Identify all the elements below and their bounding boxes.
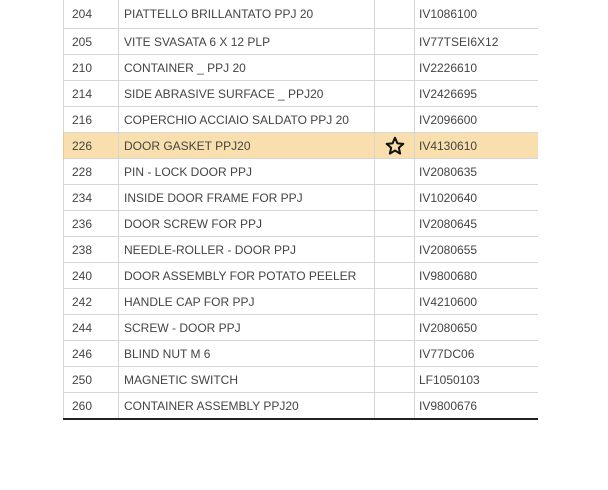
table-row[interactable]: [64, 341, 538, 367]
table-row[interactable]: [64, 107, 538, 133]
favorite-cell: [375, 263, 415, 289]
table-row[interactable]: [64, 0, 538, 29]
part-code: IV2080645: [415, 211, 538, 237]
table-row[interactable]: [64, 211, 538, 237]
table-row[interactable]: [64, 289, 538, 315]
part-code: IV9800676: [415, 393, 538, 420]
part-position: 210: [64, 55, 119, 81]
parts-table-body: [64, 0, 538, 419]
part-code: IV77DC06: [415, 341, 538, 367]
table-row[interactable]: [64, 81, 538, 107]
part-position: 216: [64, 107, 119, 133]
favorite-cell: [375, 211, 415, 237]
part-position: 246: [64, 341, 119, 367]
part-code: IV2080655: [415, 237, 538, 263]
part-code: IV2226610: [415, 55, 538, 81]
part-description: PIATTELLO BRILLANTATO PPJ 20: [124, 7, 314, 21]
part-position: 250: [64, 367, 119, 393]
part-description: BLIND NUT M 6: [119, 341, 375, 367]
table-row[interactable]: [64, 159, 538, 185]
part-description: DOOR GASKET PPJ20: [119, 133, 375, 159]
part-description: INSIDE DOOR FRAME FOR PPJ: [119, 185, 375, 211]
favorite-cell: [375, 29, 415, 55]
part-position: 240: [64, 263, 119, 289]
part-code: IV1086100: [419, 7, 478, 21]
part-code: LF1050103: [415, 367, 538, 393]
table-row[interactable]: [64, 29, 538, 55]
part-description: COPERCHIO ACCIAIO SALDATO PPJ 20: [119, 107, 375, 133]
part-code: IV2080650: [415, 315, 538, 341]
part-position: 260: [64, 393, 119, 420]
favorite-cell: [375, 81, 415, 107]
favorite-cell: [375, 367, 415, 393]
part-description: MAGNETIC SWITCH: [119, 367, 375, 393]
favorite-cell: [375, 315, 415, 341]
part-description: PIN - LOCK DOOR PPJ: [119, 159, 375, 185]
favorite-cell: [375, 393, 415, 420]
part-description: CONTAINER ASSEMBLY PPJ20: [119, 393, 375, 420]
part-description: DOOR ASSEMBLY FOR POTATO PEELER: [119, 263, 375, 289]
part-code: IV1020640: [415, 185, 538, 211]
part-code: IV4210600: [415, 289, 538, 315]
part-code: IV2080635: [415, 159, 538, 185]
part-position: 238: [64, 237, 119, 263]
favorite-cell: [375, 55, 415, 81]
table-row[interactable]: [64, 185, 538, 211]
favorite-cell: [375, 0, 415, 29]
part-position: 242: [64, 289, 119, 315]
favorite-cell: [375, 107, 415, 133]
star-icon[interactable]: [385, 136, 405, 156]
part-code: IV9800680: [415, 263, 538, 289]
part-position: 214: [64, 81, 119, 107]
part-position: 226: [64, 133, 119, 159]
part-description: VITE SVASATA 6 X 12 PLP: [119, 29, 375, 55]
favorite-cell: [375, 185, 415, 211]
table-row[interactable]: [64, 315, 538, 341]
favorite-cell: [375, 159, 415, 185]
part-position: 228: [64, 159, 119, 185]
table-row[interactable]: [64, 55, 538, 81]
part-description: SCREW - DOOR PPJ: [119, 315, 375, 341]
table-row[interactable]: [64, 367, 538, 393]
table-row[interactable]: [64, 133, 538, 159]
favorite-cell: [375, 289, 415, 315]
favorite-cell: [375, 341, 415, 367]
part-code: IV77TSEI6X12: [415, 29, 538, 55]
favorite-cell: [375, 237, 415, 263]
table-row[interactable]: [64, 237, 538, 263]
part-position: 205: [64, 29, 119, 55]
part-position: 204: [64, 0, 119, 29]
table-row[interactable]: [64, 263, 538, 289]
part-position: 244: [64, 315, 119, 341]
part-position: 236: [64, 211, 119, 237]
part-description: NEEDLE-ROLLER - DOOR PPJ: [119, 237, 375, 263]
part-position: 234: [64, 185, 119, 211]
part-code: IV2096600: [415, 107, 538, 133]
table-row[interactable]: [64, 393, 538, 420]
parts-table: [63, 0, 538, 420]
part-code: IV2426695: [415, 81, 538, 107]
part-description: DOOR SCREW FOR PPJ: [119, 211, 375, 237]
part-description: HANDLE CAP FOR PPJ: [119, 289, 375, 315]
part-description: SIDE ABRASIVE SURFACE _ PPJ20: [119, 81, 375, 107]
favorite-cell: [375, 133, 415, 159]
part-code: IV4130610: [415, 133, 538, 159]
part-description: CONTAINER _ PPJ 20: [119, 55, 375, 81]
